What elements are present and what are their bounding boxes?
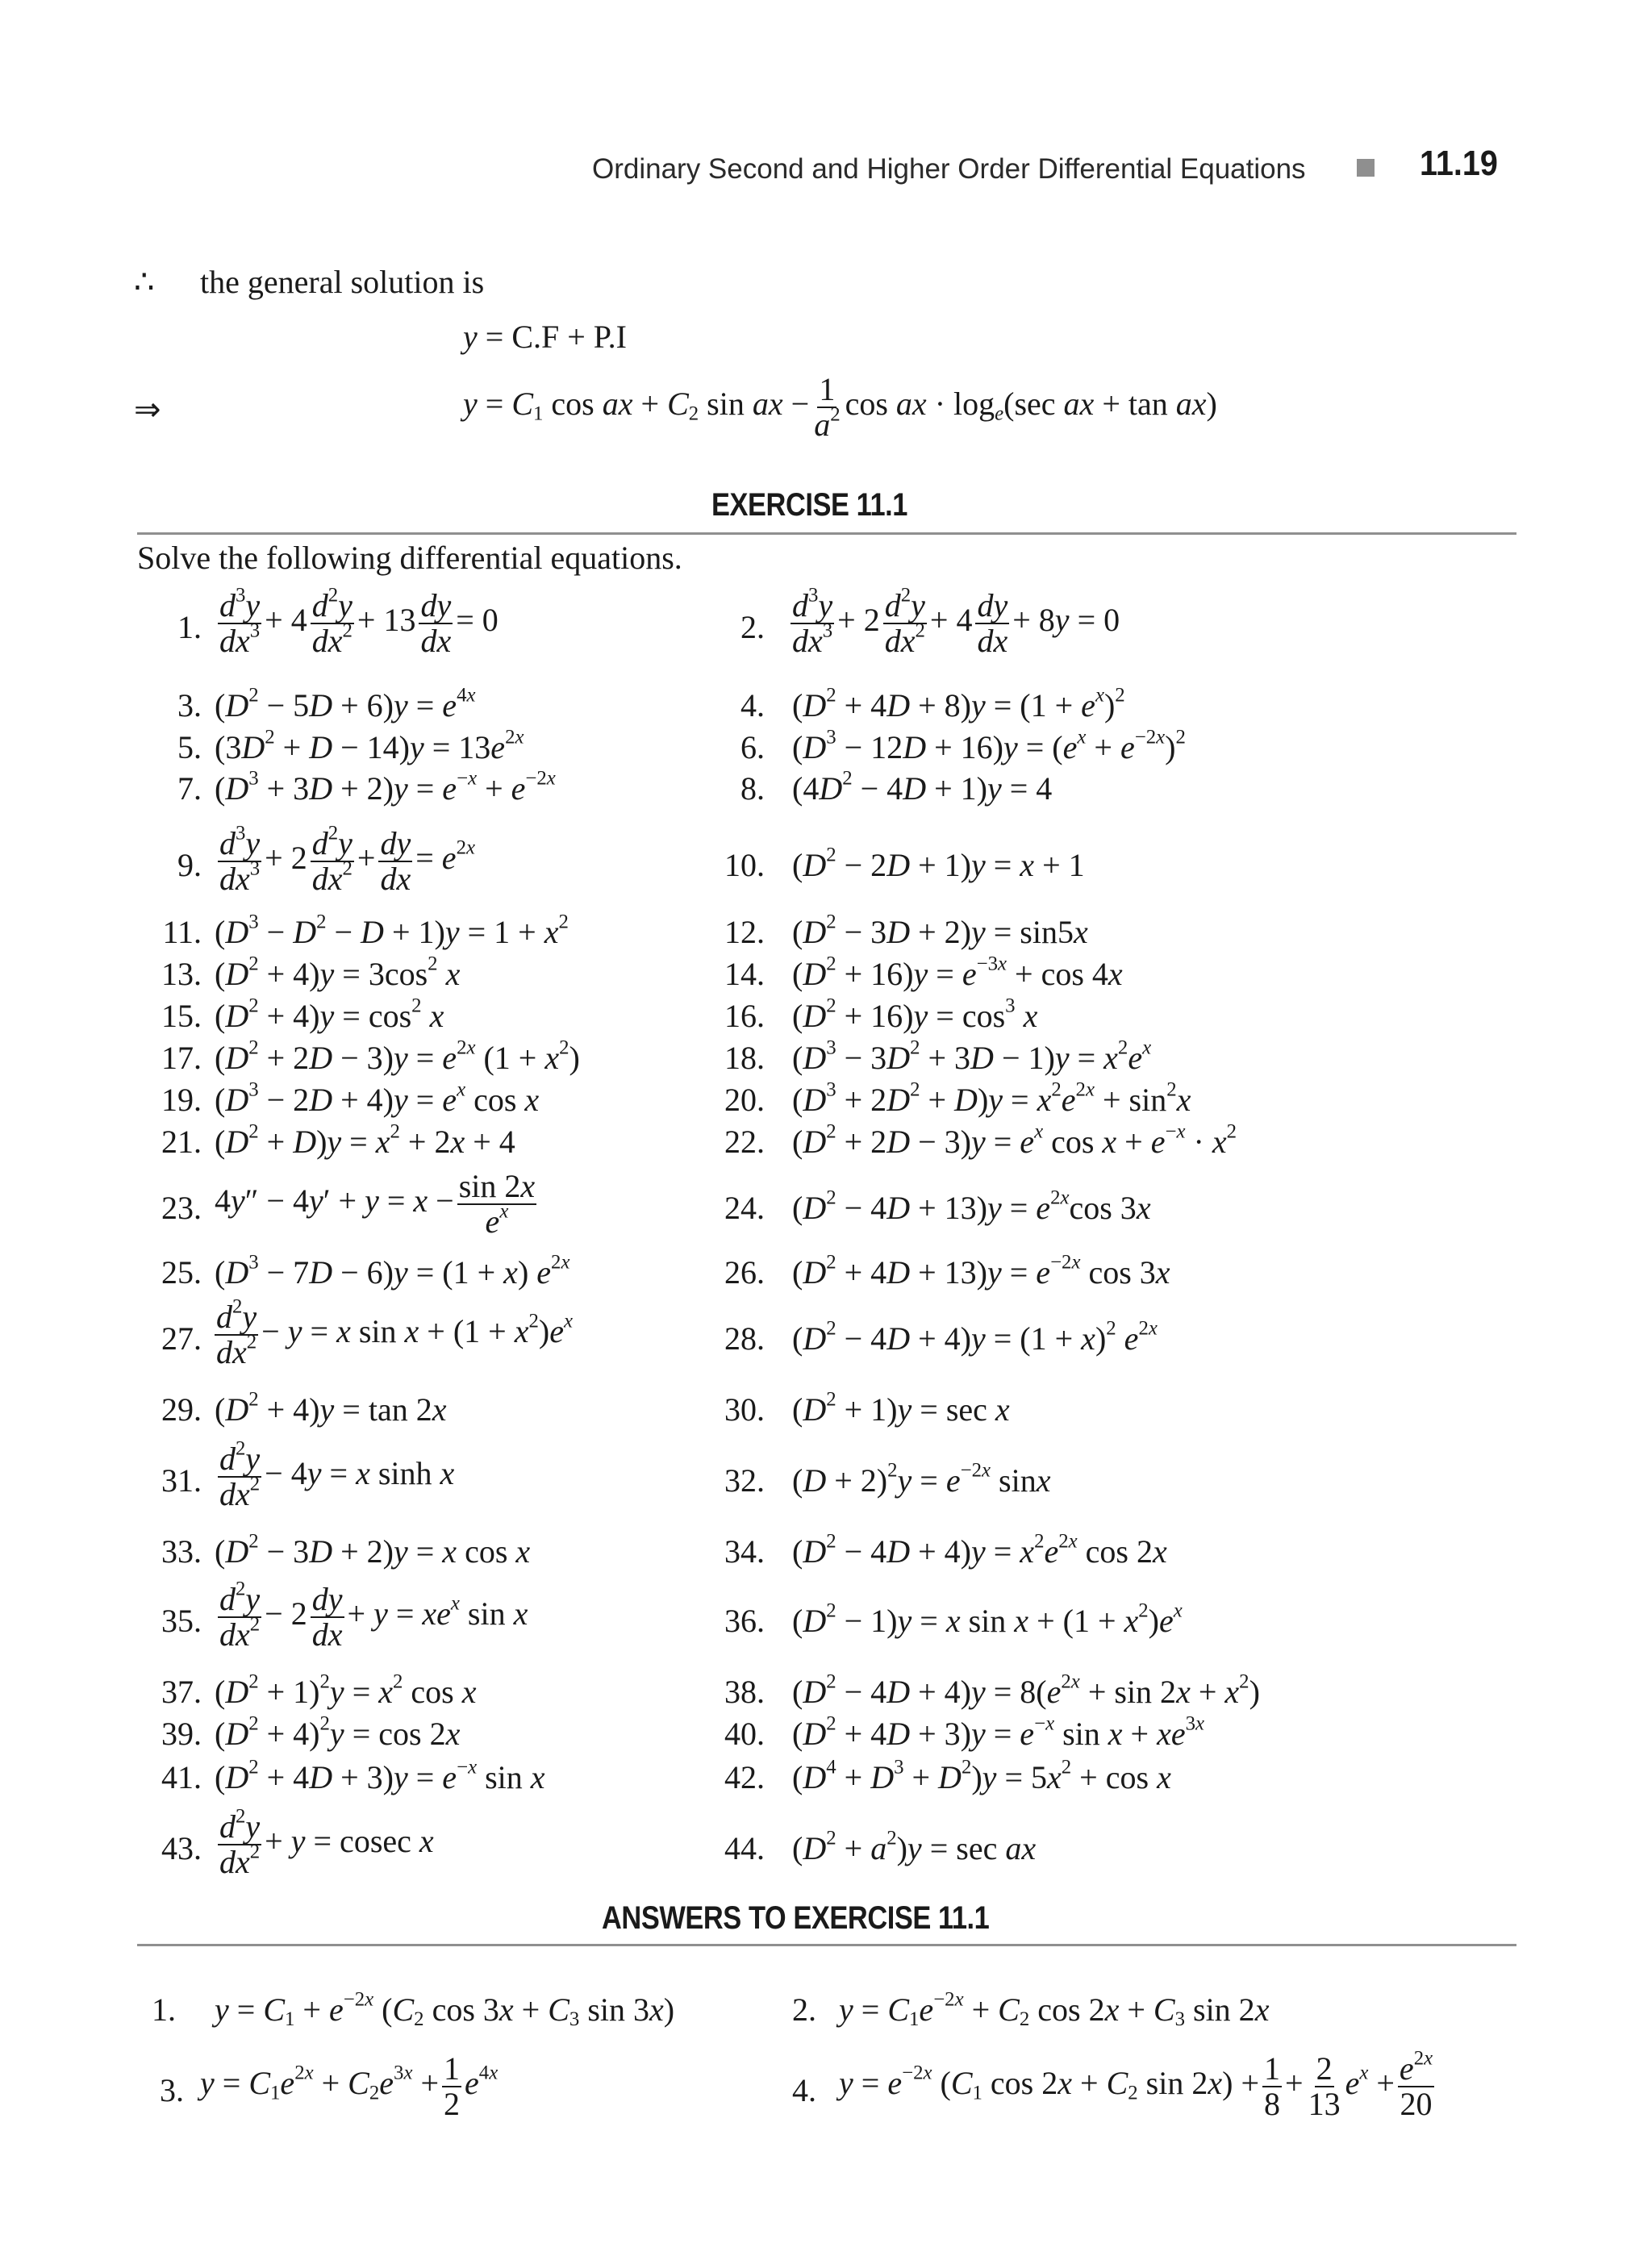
exercise-heading-rule bbox=[137, 532, 1516, 535]
problem-number: 2. bbox=[740, 609, 765, 645]
therefore-symbol: ∴ bbox=[134, 264, 155, 300]
problem-44: $(D^2 + a^2)y = \sec$ ax bbox=[792, 1827, 1037, 1866]
problem-number: 19. bbox=[161, 1082, 202, 1118]
problem-19: $(D^3 - 2D + 4)y = e^x$ cos x bbox=[215, 1078, 540, 1118]
problem-13: $(D^2 + 4)y = 3\cos^2$ x bbox=[215, 953, 461, 992]
answer-number: 4. bbox=[792, 2072, 816, 2108]
problem-number: 8. bbox=[740, 770, 765, 807]
problem-32: $(D + 2)^2y = e^{-2x}$ sinx bbox=[792, 1459, 1051, 1499]
problem-6: $(D^3 - 12D + 16)y = (e^x + e^{-2x})^2$ bbox=[792, 726, 1186, 765]
exercise-instruction: Solve the following differential equations. bbox=[137, 540, 682, 576]
problem-12: $(D^2 - 3D + 2)y = \sin 5x$ bbox=[792, 911, 1088, 950]
problem-number: 30. bbox=[724, 1391, 765, 1428]
answer-number: 2. bbox=[792, 1991, 816, 2028]
problem-36: $(D^2 - 1)y = x$ $\sin x + (1 + x^2)e^x$ bbox=[792, 1599, 1183, 1639]
problem-5: $(3D^2 + D - 14)y = 13e^{2x}$ bbox=[215, 726, 524, 765]
problem-25: $(D^3 - 7D - 6)y = (1 + x)$ $e^{2x}$ bbox=[215, 1251, 570, 1291]
problem-number: 38. bbox=[724, 1674, 765, 1710]
problem-number: 5. bbox=[177, 729, 202, 765]
intro-text: the general solution is bbox=[200, 264, 485, 300]
problem-number: 20. bbox=[724, 1082, 765, 1118]
problem-number: 43. bbox=[161, 1830, 202, 1866]
problem-number: 40. bbox=[724, 1716, 765, 1752]
problem-4: $(D^2 + 4D + 8)y = (1 + e^x)^2$ bbox=[792, 684, 1125, 724]
header-square-marker bbox=[1357, 159, 1375, 177]
answer-4: $y = e^{-2x}$ ($C_1$ $\cos 2x + C_2$ sin 2x) + $\frac{1}{8}$ + $\frac{2}{13}$ $e^x$ + $\frac{e^{2x}}{20}$ bbox=[839, 2047, 1433, 2122]
problem-number: 18. bbox=[724, 1040, 765, 1076]
problem-39: $(D^2 + 4)^2y = \cos 2x$ bbox=[215, 1712, 461, 1752]
problem-30: $(D^2 + 1)y = \sec x$ bbox=[792, 1388, 1010, 1428]
problem-number: 7. bbox=[177, 770, 202, 807]
problem-8: $(4D^2 - 4D + 1)y = 4$ bbox=[792, 767, 1053, 807]
problem-26: $(D^2 + 4D + 13)y = e^{-2x}$ cos 3x bbox=[792, 1251, 1170, 1291]
problem-29: $(D^2 + 4)y = \tan 2x$ bbox=[215, 1388, 447, 1428]
problem-2: $\frac{d^3y}{dx^3}$ + 2 $\frac{d^2y}{dx^2}$ + 4 $\frac{dy}{dx}$ + 8y = 0 bbox=[792, 584, 1120, 659]
answer-1: $y = C_1 + e^{-2x}$ ($C_2$ $\cos 3x + C_3$ sin 3x) bbox=[215, 1988, 675, 2031]
answers-heading-rule bbox=[137, 1944, 1516, 1946]
problem-number: 9. bbox=[177, 847, 202, 883]
problem-33: $(D^2 - 3D + 2)y = x$ cos x bbox=[215, 1530, 531, 1570]
problem-number: 28. bbox=[724, 1320, 765, 1357]
problem-28: $(D^2 - 4D + 4)y = (1 + x)^2$ $e^{2x}$ bbox=[792, 1317, 1158, 1357]
problem-number: 4. bbox=[740, 687, 765, 724]
general-solution-eq2: $y = C_1$ cos ax + $C_2$ sin ax − $\frac{1}{a^2}$ cos ax · $\log_e(\sec$ ax + tan ax) bbox=[463, 371, 1217, 443]
problem-number: 16. bbox=[724, 998, 765, 1034]
exercise-heading: EXERCISE 11.1 bbox=[711, 487, 907, 523]
problem-number: 21. bbox=[161, 1124, 202, 1160]
problem-number: 39. bbox=[161, 1716, 202, 1752]
answers-heading: ANSWERS TO EXERCISE 11.1 bbox=[602, 1900, 990, 1936]
problem-number: 15. bbox=[161, 998, 202, 1034]
problem-1: $\frac{d^3y}{dx^3}$ + 4 $\frac{d^2y}{dx^2}$ + 13 $\frac{dy}{dx}$ = 0 bbox=[219, 584, 499, 659]
implies-symbol: ⇒ bbox=[134, 391, 161, 427]
running-header bbox=[592, 153, 1306, 186]
problem-17: $(D^2 + 2D - 3)y = e^{2x}$ $(1 + x^2)$ bbox=[215, 1036, 580, 1076]
page-number: 11.19 bbox=[1420, 144, 1498, 183]
problem-7: $(D^3 + 3D + 2)y = e^{-x} + e^{-2x}$ bbox=[215, 767, 556, 807]
problem-3: $(D^2 - 5D + 6)y = e^{4x}$ bbox=[215, 684, 476, 724]
answer-2: $y = C_1e^{-2x} + C_2$ $\cos 2x + C_3$ sin 2x bbox=[839, 1988, 1270, 2031]
problem-41: $(D^2 + 4D + 3)y = e^{-x}$ sin x bbox=[215, 1756, 545, 1795]
problem-number: 33. bbox=[161, 1533, 202, 1570]
answer-3: $y = C_1e^{2x} + C_2e^{3x}$ + $\frac{1}{2}$ $e^{4x}$ bbox=[200, 2050, 499, 2122]
problem-38: $(D^2 - 4D + 4)y = 8(e^{2x} + \sin 2x + x^2)$ bbox=[792, 1670, 1260, 1710]
problem-14: $(D^2 + 16)y = e^{-3x} + \cos 4x$ bbox=[792, 953, 1123, 992]
problem-number: 29. bbox=[161, 1391, 202, 1428]
problem-number: 24. bbox=[724, 1190, 765, 1226]
problem-number: 11. bbox=[162, 914, 202, 950]
problem-21: $(D^2 + D)y = x^2 + 2x + 4$ bbox=[215, 1120, 515, 1160]
problem-number: 26. bbox=[724, 1254, 765, 1291]
problem-43: $\frac{d^2y}{dx^2}$ + y = cosec x bbox=[219, 1805, 434, 1880]
problem-31: $\frac{d^2y}{dx^2}$ − 4y = x sinh x bbox=[219, 1437, 455, 1512]
problem-number: 17. bbox=[161, 1040, 202, 1076]
problem-number: 41. bbox=[161, 1759, 202, 1795]
problem-number: 44. bbox=[724, 1830, 765, 1866]
problem-24: $(D^2 - 4D + 13)y = e^{2x}\cos$ 3x bbox=[792, 1186, 1151, 1226]
problem-number: 37. bbox=[161, 1674, 202, 1710]
problem-number: 25. bbox=[161, 1254, 202, 1291]
problem-number: 42. bbox=[724, 1759, 765, 1795]
problem-number: 14. bbox=[724, 956, 765, 992]
problem-11: $(D^3 - D^2 - D + 1)y = 1 + x^2$ bbox=[215, 911, 569, 950]
problem-number: 36. bbox=[724, 1603, 765, 1639]
problem-number: 27. bbox=[161, 1320, 202, 1357]
problem-number: 23. bbox=[161, 1190, 202, 1226]
problem-number: 3. bbox=[177, 687, 202, 724]
problem-40: $(D^2 + 4D + 3)y = e^{-x}$ $\sin x + xe^{3x}$ bbox=[792, 1712, 1205, 1752]
problem-number: 31. bbox=[161, 1462, 202, 1499]
problem-number: 34. bbox=[724, 1533, 765, 1570]
problem-35: $\frac{d^2y}{dx^2}$ − 2 $\frac{dy}{dx}$ + $y = xe^x$ sin x bbox=[219, 1578, 528, 1653]
problem-number: 35. bbox=[161, 1603, 202, 1639]
problem-number: 32. bbox=[724, 1462, 765, 1499]
problem-number: 1. bbox=[177, 609, 202, 645]
problem-number: 12. bbox=[724, 914, 765, 950]
problem-number: 10. bbox=[724, 847, 765, 883]
problem-9: $\frac{d^3y}{dx^3}$ + 2 $\frac{d^2y}{dx^2}$ + $\frac{dy}{dx}$ = $e^{2x}$ bbox=[219, 822, 475, 897]
problem-10: $(D^2 - 2D + 1)y = x + 1$ bbox=[792, 844, 1085, 883]
chapter-title: Ordinary Second and Higher Order Differential Equations bbox=[592, 153, 1306, 185]
problem-23: 4y″ − 4y′ + y = x − $\frac{\sin 2x}{e^x}$ bbox=[215, 1168, 536, 1240]
answer-number: 3. bbox=[160, 2072, 184, 2108]
problem-16: $(D^2 + 16)y = \cos^3 x$ bbox=[792, 995, 1038, 1034]
problem-20: $(D^3 + 2D^2 + D)y = x^2e^{2x} + \sin^2x$ bbox=[792, 1078, 1191, 1118]
problem-18: $(D^3 - 3D^2 + 3D - 1)y = x^2e^x$ bbox=[792, 1036, 1152, 1076]
problem-15: $(D^2 + 4)y = \cos^2 x$ bbox=[215, 995, 444, 1034]
general-solution-eq1: y = C.F + P.I bbox=[463, 319, 627, 355]
problem-42: $(D^4 + D^3 + D^2)y = 5x^2 + \cos x$ bbox=[792, 1756, 1171, 1795]
problem-27: $\frac{d^2y}{dx^2}$ − y = x $\sin x + (1 + x^2)e^x$ bbox=[216, 1295, 573, 1370]
problem-number: 22. bbox=[724, 1124, 765, 1160]
answer-number: 1. bbox=[152, 1991, 176, 2028]
problem-number: 6. bbox=[740, 729, 765, 765]
problem-37: $(D^2 + 1)^2y = x^2$ cos x bbox=[215, 1670, 477, 1710]
problem-22: $(D^2 + 2D - 3)y = e^x$ $\cos x + e^{-x} \cdot x^2$ bbox=[792, 1120, 1237, 1160]
problem-number: 13. bbox=[161, 956, 202, 992]
problem-34: $(D^2 - 4D + 4)y = x^2e^{2x}$ cos 2x bbox=[792, 1530, 1167, 1570]
